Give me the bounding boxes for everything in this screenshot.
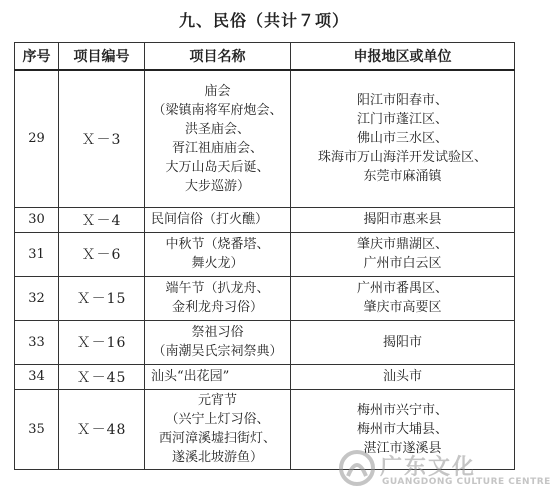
row-name-line: 遂溪北坡游鱼） [171,450,263,465]
row-name-line: 大万山岛天后诞、 [165,159,270,175]
table-row [15,232,515,276]
row-index: 35 [15,389,59,469]
row-code: Ｘ－3 [59,70,145,207]
row-region [291,320,515,364]
row-name-line: 西河漳溪墟扫街灯、 [158,431,276,446]
row-index: 34 [15,364,59,389]
row-name-line: 祭祖习俗 [191,325,244,340]
row-region [291,207,515,232]
row-region [291,70,515,207]
row-region [291,364,515,389]
row-index: 31 [15,232,59,276]
page-title: 九、民俗（共计７项） [178,11,349,30]
row-name-line: 大步巡游） [184,178,250,194]
row-index: 29 [15,70,59,207]
row-code: Ｘ－4 [59,207,145,232]
row-code: Ｘ－48 [59,389,145,469]
row-code: Ｘ－45 [59,364,145,389]
row-region-line: 江门市蓬江区、 [356,112,448,128]
row-region-line: 东莞市麻涌镇 [363,169,442,185]
row-name-line: 金利龙舟习俗） [171,300,263,315]
row-region-line: 珠海市万山海洋开发试验区、 [317,150,487,166]
row-region-line: 湛江市遂溪县 [363,440,442,456]
row-name-line: 庙会 [204,83,231,99]
row-region-line: 阳江市阳春市、 [356,93,448,109]
header-code: 项目编号 [59,43,145,71]
watermark-text: 广东文化 [380,455,477,480]
row-code: Ｘ－6 [59,232,145,276]
row-region-line: 肇庆市鼎湖区、 [356,237,448,252]
row-region-line: 梅州市大埔县、 [356,421,448,437]
row-name-line: 洪圣庙会、 [184,121,250,137]
heritage-table [14,42,515,470]
row-index: 32 [15,276,59,320]
row-index: 33 [15,320,59,364]
header-region: 申报地区或单位 [291,43,515,71]
row-region-line: 揭阳市惠来县 [363,212,442,227]
row-name [145,70,291,207]
table-row [15,70,515,207]
row-region [291,276,515,320]
row-region-line: 汕头市 [382,369,422,384]
row-code: Ｘ－16 [59,320,145,364]
row-name-line: 汕头“出花园” [151,369,230,384]
table-row [15,320,515,364]
row-name [145,389,291,469]
row-region-line: 广州市白云区 [363,256,442,271]
table-row [15,276,515,320]
header-name: 项目名称 [145,43,291,71]
row-name-line: 舞火龙） [191,256,244,271]
row-name-line: （梁镇南将军府炮会、 [152,102,283,118]
row-name-line: 中秋节（烧番塔、 [165,237,270,252]
row-name [145,364,291,389]
row-region [291,232,515,276]
watermark [332,446,551,492]
row-region-line: 肇庆市高要区 [363,300,442,315]
table-row [15,364,515,389]
row-index: 30 [15,207,59,232]
row-name-line: （南潮吴氏宗祠祭典） [152,344,283,359]
row-name [145,276,291,320]
row-region-line: 揭阳市 [382,334,422,350]
row-name-line: 民间信俗（打火醮） [151,212,269,227]
row-name-line: 元宵节 [197,393,237,408]
watermark-subtext: GUANGDONG CULTURE CENTRE [382,477,551,487]
row-name [145,320,291,364]
culture-logo-icon [338,448,376,488]
row-name [145,232,291,276]
table-row [15,207,515,232]
row-region-line: 梅州市兴宁市、 [356,402,448,418]
header-index: 序号 [15,43,59,71]
row-region-line: 广州市番禺区、 [356,281,448,296]
row-region-line: 佛山市三水区、 [356,131,448,147]
row-name-line: 胥江祖庙庙会、 [171,140,263,156]
row-name [145,207,291,232]
row-name-line: 端午节（扒龙舟、 [165,281,270,296]
row-code: Ｘ－15 [59,276,145,320]
row-name-line: （兴宁上灯习俗、 [165,412,270,427]
table-header-row [15,43,515,71]
